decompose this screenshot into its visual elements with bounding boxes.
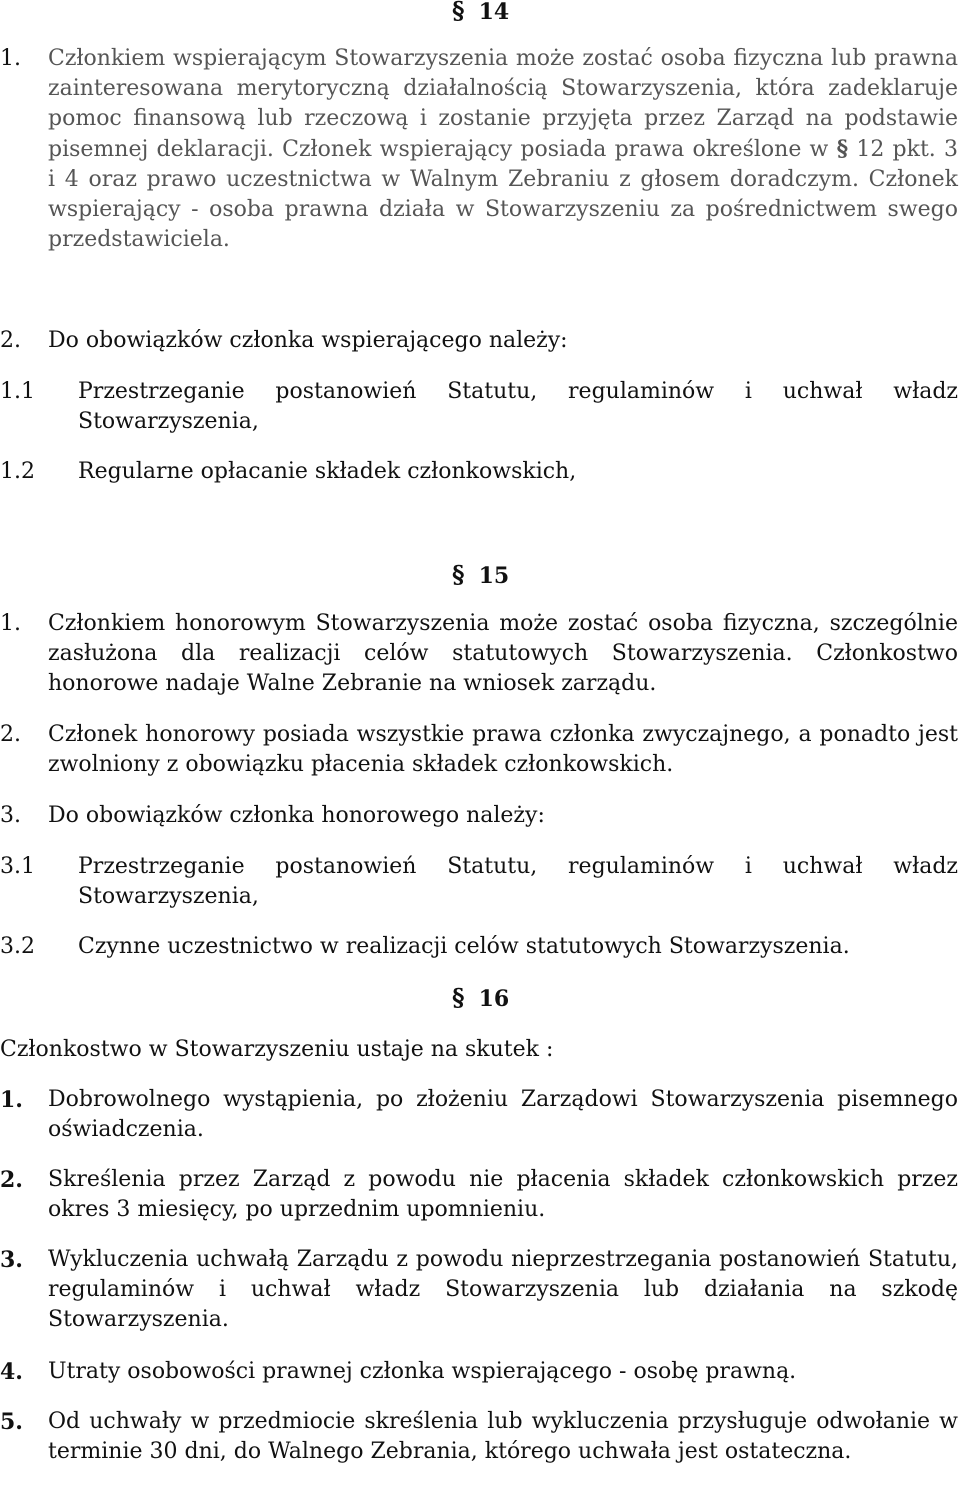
- paragraph-sign: §: [836, 136, 849, 162]
- section-intro: Członkostwo w Stowarzyszeniu ustaje na skutek :: [0, 1037, 554, 1062]
- list-item: [0, 932, 958, 962]
- item-text: [48, 44, 958, 255]
- item-number: 3.2: [0, 934, 35, 959]
- item-number: 2.: [0, 1167, 23, 1193]
- paragraph-sign: §: [452, 560, 465, 589]
- section-heading-16: [452, 983, 509, 1014]
- item-text: Do obowiązków członka wspierającego należy:: [48, 328, 568, 353]
- item-number: 1.1: [0, 379, 35, 404]
- list-item: [0, 852, 958, 912]
- list-item: [0, 326, 958, 356]
- list-item: [0, 1245, 958, 1335]
- list-item: [0, 377, 958, 437]
- item-number: 3.: [0, 1247, 23, 1273]
- item-number: 3.: [0, 803, 21, 828]
- item-text: Przestrzeganie postanowień Statutu, regulaminów i uchwał władz Stowarzyszenia,: [78, 854, 958, 909]
- list-item: [0, 44, 958, 255]
- list-item: [0, 1407, 958, 1467]
- item-text: Skreślenia przez Zarząd z powodu nie płacenia składek członkowskich przez okres 3 miesięcy, po uprzednim upomnieniu.: [48, 1167, 958, 1222]
- list-item: [0, 609, 958, 699]
- list-item: [0, 1357, 958, 1387]
- list-item: [0, 1165, 958, 1225]
- list-item: [0, 1085, 958, 1145]
- item-number: 2.: [0, 722, 21, 747]
- item-number: 3.1: [0, 854, 35, 879]
- item-text-part-a: Członkiem wspierającym Stowarzyszenia może zostać osoba fizyczna lub prawna zainteresowana merytoryczną działalnością Stowarzyszenia, która zadeklaruje pomoc finansową lub rzeczową i zostanie przyjęta przez Zarząd na podstawie pisemnej deklaracji. Członek wspierający posiada prawa określone w: [48, 46, 958, 162]
- section-number: 14: [478, 0, 510, 25]
- section-heading-15: [452, 560, 509, 591]
- list-item: [0, 720, 958, 780]
- item-number: 1.: [0, 1087, 23, 1113]
- item-text: Członkiem honorowym Stowarzyszenia może zostać osoba fizyczna, szczególnie zasłużona dla realizacji celów statutowych Stowarzyszenia. Członkostwo honorowe nadaje Walne Zebranie na wniosek zarządu.: [48, 611, 958, 696]
- item-text: Przestrzeganie postanowień Statutu, regulaminów i uchwał władz Stowarzyszenia,: [78, 379, 958, 434]
- section-heading-14: [452, 0, 509, 27]
- item-number: 1.: [0, 611, 21, 636]
- item-number: 1.: [0, 46, 21, 71]
- item-text: Utraty osobowości prawnej członka wspierającego - osobę prawną.: [48, 1359, 797, 1384]
- item-text: Do obowiązków członka honorowego należy:: [48, 803, 545, 828]
- item-text: Wykluczenia uchwałą Zarządu z powodu nieprzestrzegania postanowień Statutu, regulaminów i uchwał władz Stowarzyszenia lub działania na szkodę Stowarzyszenia.: [48, 1247, 958, 1332]
- paragraph-sign: §: [452, 0, 465, 25]
- item-text: Od uchwały w przedmiocie skreślenia lub wykluczenia przysługuje odwołanie w terminie 30 dni, do Walnego Zebrania, którego uchwała jest ostateczna.: [48, 1409, 958, 1464]
- item-number: 5.: [0, 1409, 23, 1435]
- list-item: [0, 801, 958, 831]
- section-number: 15: [478, 563, 510, 589]
- paragraph-sign: §: [452, 983, 465, 1012]
- item-text: Członek honorowy posiada wszystkie prawa członka zwyczajnego, a ponadto jest zwolniony z obowiązku płacenia składek członkowskich.: [48, 722, 958, 777]
- item-text: Regularne opłacanie składek członkowskich,: [78, 459, 577, 484]
- list-item: [0, 457, 958, 487]
- item-number: 4.: [0, 1359, 23, 1385]
- item-text: Dobrowolnego wystąpienia, po złożeniu Zarządowi Stowarzyszenia pisemnego oświadczenia.: [48, 1087, 958, 1142]
- item-number: 1.2: [0, 459, 35, 484]
- item-text-part-b: 12 pkt. 3 i 4 oraz prawo uczestnictwa w Walnym Zebraniu z głosem doradczym. Członek wspierający - osoba prawna działa w Stowarzyszeniu za pośrednictwem swego przedstawiciela.: [48, 137, 958, 252]
- item-text: Czynne uczestnictwo w realizacji celów statutowych Stowarzyszenia.: [78, 934, 850, 959]
- section-number: 16: [478, 986, 510, 1012]
- item-number: 2.: [0, 328, 21, 353]
